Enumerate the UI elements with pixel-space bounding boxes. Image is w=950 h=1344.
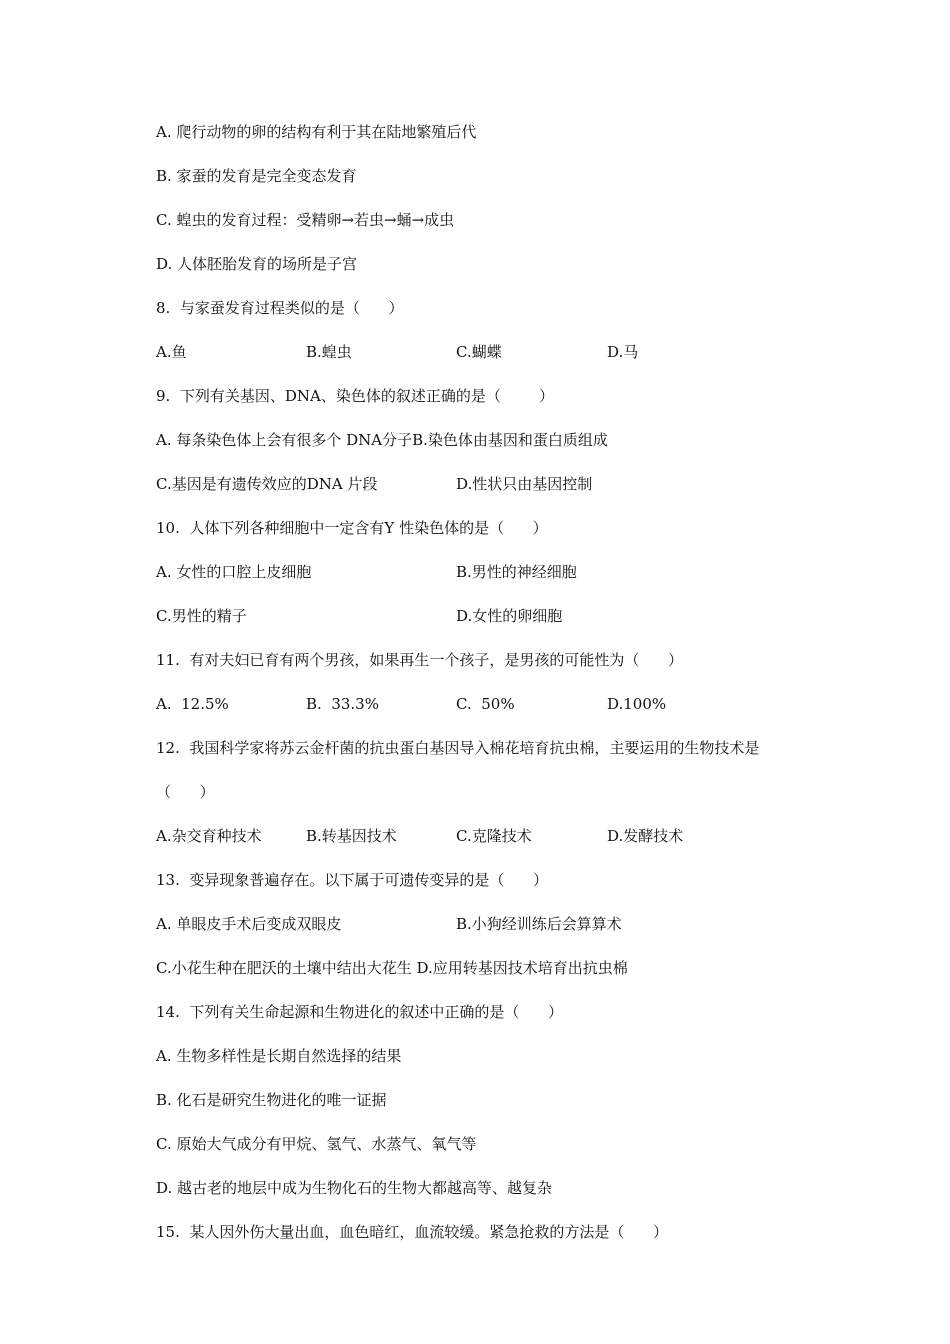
q9-stem: 9. 下列有关基因、DNA、染色体的叙述正确的是（ ） [156, 387, 554, 405]
q12-stem: 12. 我国科学家将苏云金杆菌的抗虫蛋白基因导入棉花培育抗虫棉，主要运用的生物技术是 [156, 739, 760, 757]
q7-option-a: A. 爬行动物的卵的结构有利于其在陆地繁殖后代 [156, 123, 477, 141]
q10-option-b: B.男性的神经细胞 [456, 563, 577, 581]
q14-option-a: A. 生物多样性是长期自然选择的结果 [156, 1047, 402, 1065]
q7-option-d: D. 人体胚胎发育的场所是子宫 [156, 255, 358, 273]
q12-stem-continued: （ ） [156, 783, 215, 801]
q11-option-a: A. 12.5% [156, 695, 229, 713]
q7-option-b: B. 家蚕的发育是完全变态发育 [156, 167, 357, 185]
q13-option-b: B.小狗经训练后会算算术 [456, 915, 622, 933]
q12-option-b: B.转基因技术 [306, 827, 397, 845]
q14-option-c: C. 原始大气成分有甲烷、氢气、水蒸气、氧气等 [156, 1135, 477, 1153]
q9-option-d: D.性状只由基因控制 [456, 475, 593, 493]
q10-option-c: C.男性的精子 [156, 607, 247, 625]
q8-option-a: A.鱼 [156, 343, 187, 361]
q14-stem: 14. 下列有关生命起源和生物进化的叙述中正确的是（ ） [156, 1003, 564, 1021]
q13-option-a: A. 单眼皮手术后变成双眼皮 [156, 915, 342, 933]
q11-option-b: B. 33.3% [306, 695, 379, 713]
q12-option-d: D.发酵技术 [607, 827, 684, 845]
q13-stem: 13. 变异现象普遍存在。以下属于可遗传变异的是（ ） [156, 871, 549, 889]
q13-option-cd: C.小花生种在肥沃的土壤中结出大花生 D.应用转基因技术培育出抗虫棉 [156, 959, 628, 977]
q10-option-a: A. 女性的口腔上皮细胞 [156, 563, 312, 581]
q11-option-d: D.100% [607, 695, 667, 713]
q14-option-b: B. 化石是研究生物进化的唯一证据 [156, 1091, 387, 1109]
q12-option-a: A.杂交育种技术 [156, 827, 262, 845]
q9-option-c: C.基因是有遗传效应的DNA 片段 [156, 475, 378, 493]
q12-option-c: C.克隆技术 [456, 827, 532, 845]
q14-option-d: D. 越古老的地层中成为生物化石的生物大都越高等、越复杂 [156, 1179, 553, 1197]
q8-stem: 8. 与家蚕发育过程类似的是（ ） [156, 299, 404, 317]
q9-option-ab: A. 每条染色体上会有很多个 DNA分子B.染色体由基因和蛋白质组成 [156, 431, 608, 449]
q8-option-b: B.蝗虫 [306, 343, 352, 361]
q11-option-c: C. 50% [456, 695, 515, 713]
q15-stem: 15. 某人因外伤大量出血，血色暗红，血流较缓。紧急抢救的方法是（ ） [156, 1223, 669, 1241]
q11-stem: 11. 有对夫妇已育有两个男孩，如果再生一个孩子，是男孩的可能性为（ ） [156, 651, 684, 669]
q8-option-c: C.蝴蝶 [456, 343, 502, 361]
q10-stem: 10. 人体下列各种细胞中一定含有Y 性染色体的是（ ） [156, 519, 548, 537]
q7-option-c: C. 蝗虫的发育过程：受精卵→若虫→蛹→成虫 [156, 211, 455, 229]
q10-option-d: D.女性的卵细胞 [456, 607, 563, 625]
q8-option-d: D.马 [607, 343, 639, 361]
